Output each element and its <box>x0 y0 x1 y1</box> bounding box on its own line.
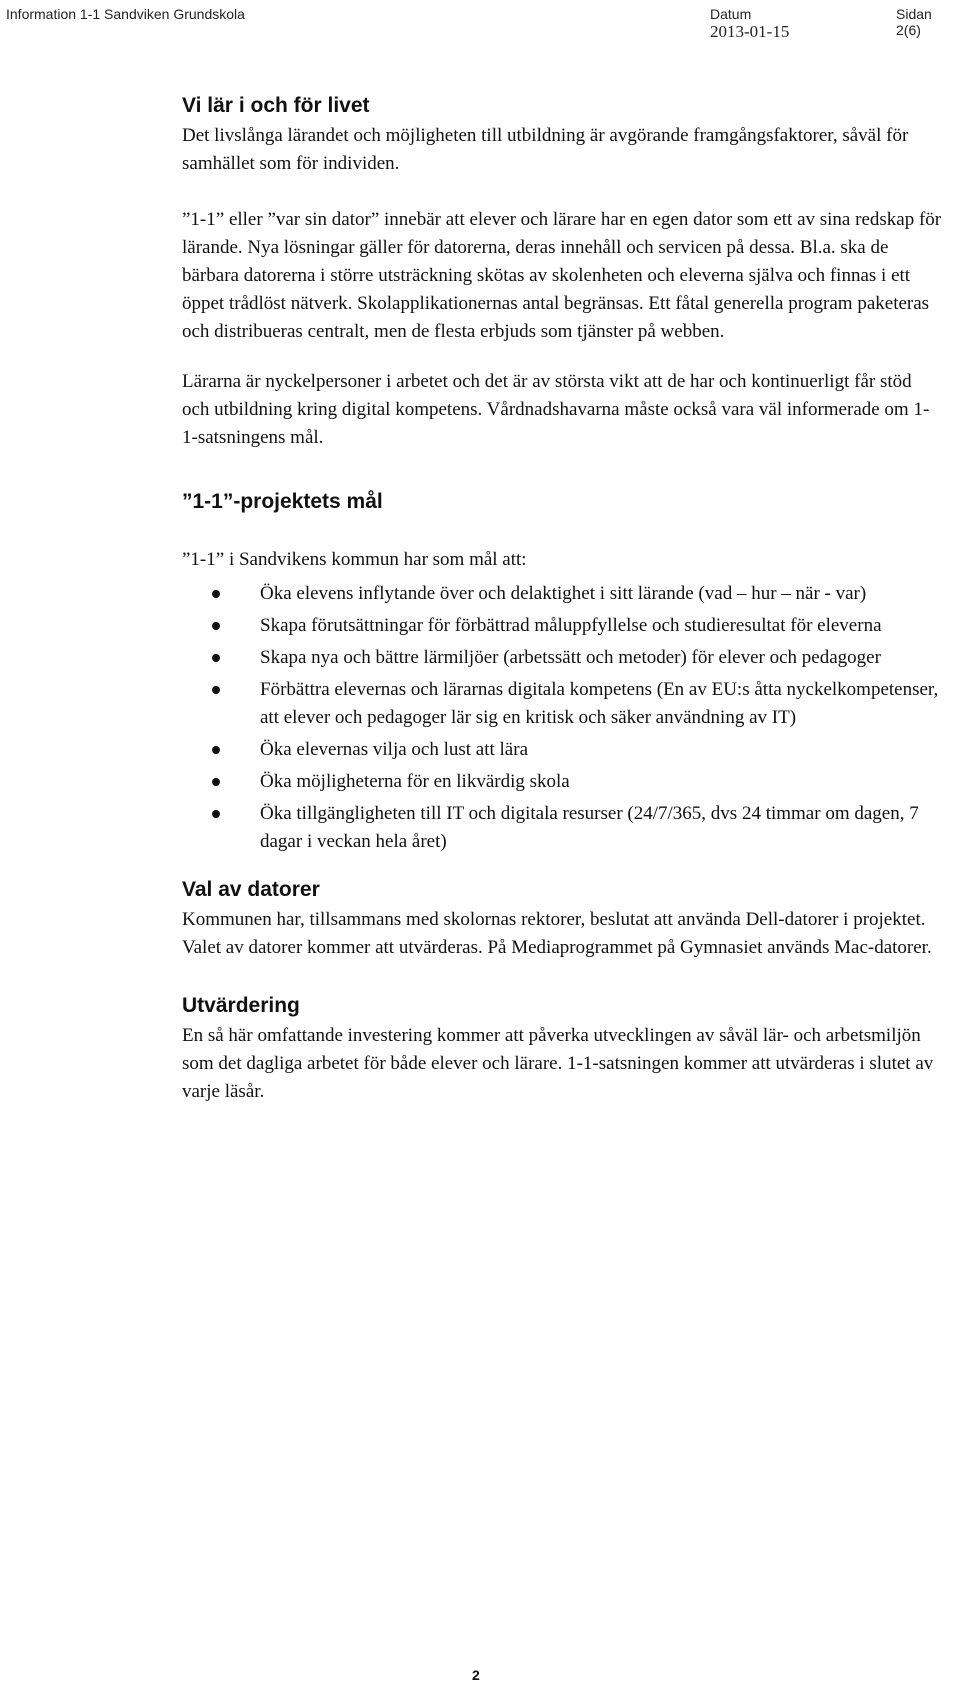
list-item <box>182 768 942 796</box>
goal-text: Skapa nya och bättre lärmiljöer (arbetssätt och metoder) för elever och pedagoger <box>260 647 881 668</box>
goal-text: Skapa förutsättningar för förbättrad måluppfyllelse och studieresultat för eleverna <box>260 615 882 636</box>
bullet-icon <box>212 810 220 818</box>
bullet-icon <box>212 746 220 754</box>
list-item <box>182 736 942 764</box>
bullet-icon <box>212 686 220 694</box>
section-heading: Vi lär i och för livet <box>182 94 370 117</box>
list-item <box>182 676 942 732</box>
goal-text: Öka elevernas vilja och lust att lära <box>260 739 529 760</box>
bullet-icon <box>212 590 220 598</box>
date-label: Datum <box>710 6 752 22</box>
document-title: Information 1-1 Sandviken Grundskola <box>6 6 245 22</box>
list-item <box>182 644 942 672</box>
goals-list <box>182 580 942 856</box>
document-body <box>182 90 942 1106</box>
paragraph: En så här omfattande investering kommer att påverka utvecklingen av såväl lär- och arbetsmiljön som det dagliga arbetet för både elever och lärare. 1-1-satsningen kommer att utvärderas i slutet av varje läsår. <box>182 1025 934 1102</box>
paragraph: Det livslånga lärandet och möjligheten till utbildning är avgörande framgångsfaktorer, såväl för samhället som för individen. <box>182 125 909 174</box>
section-heading: ”1-1”-projektets mål <box>182 490 383 513</box>
list-item <box>182 612 942 640</box>
bullet-icon <box>212 654 220 662</box>
goal-text: Öka elevens inflytande över och delaktighet i sitt lärande (vad – hur – när - var) <box>260 583 867 604</box>
section-computer-choice <box>182 874 942 962</box>
section-heading: Val av datorer <box>182 878 320 901</box>
goals-intro: ”1-1” i Sandvikens kommun har som mål att: <box>182 549 527 570</box>
bullet-icon <box>212 622 220 630</box>
paragraph: ”1-1” eller ”var sin dator” innebär att elever och lärare har en egen dator som ett av sina redskap för lärande. Nya lösningar gäller för datorerna, deras innehåll och servicen på dessa. Bl.a. ska de bärbara datorerna i större utsträckning skötas av skolenheten och eleverna själva och finnas i ett öppet trådlöst nätverk. Skolapplikationernas antal begränsas. Ett fåtal generella program paketeras och distribueras centralt, men de flesta erbjuds som tjänster på webben. <box>182 209 942 342</box>
goal-text: Öka möjligheterna för en likvärdig skola <box>260 771 570 792</box>
section-lifelong-learning <box>182 90 942 452</box>
page-indicator: Sidan 2(6) <box>896 6 932 38</box>
section-evaluation <box>182 990 942 1106</box>
paragraph: Kommunen har, tillsammans med skolornas rektorer, beslutat att använda Dell-datorer i projektet. Valet av datorer kommer att utvärderas. På Mediaprogrammet på Gymnasiet används Mac-datorer. <box>182 909 932 958</box>
goal-text: Öka tillgängligheten till IT och digitala resurser (24/7/365, dvs 24 timmar om dagen, 7 dagar i veckan hela året) <box>260 803 919 852</box>
date-value: 2013-01-15 <box>710 22 790 41</box>
bullet-icon <box>212 778 220 786</box>
page-number: 2 <box>472 1667 480 1683</box>
paragraph: Lärarna är nyckelpersoner i arbetet och det är av största vikt att de har och kontinuerligt får stöd och utbildning kring digital kompetens. Vårdnadshavarna måste också vara väl informerade om 1-1-satsningens mål. <box>182 371 930 448</box>
goal-text: Förbättra elevernas och lärarnas digitala kompetens (En av EU:s åtta nyckelkompetenser, att elever och pedagoger lär sig en kritisk och säker användning av IT) <box>260 679 939 728</box>
list-item <box>182 580 942 608</box>
section-project-goals <box>182 486 942 856</box>
list-item <box>182 800 942 856</box>
section-heading: Utvärdering <box>182 994 300 1017</box>
